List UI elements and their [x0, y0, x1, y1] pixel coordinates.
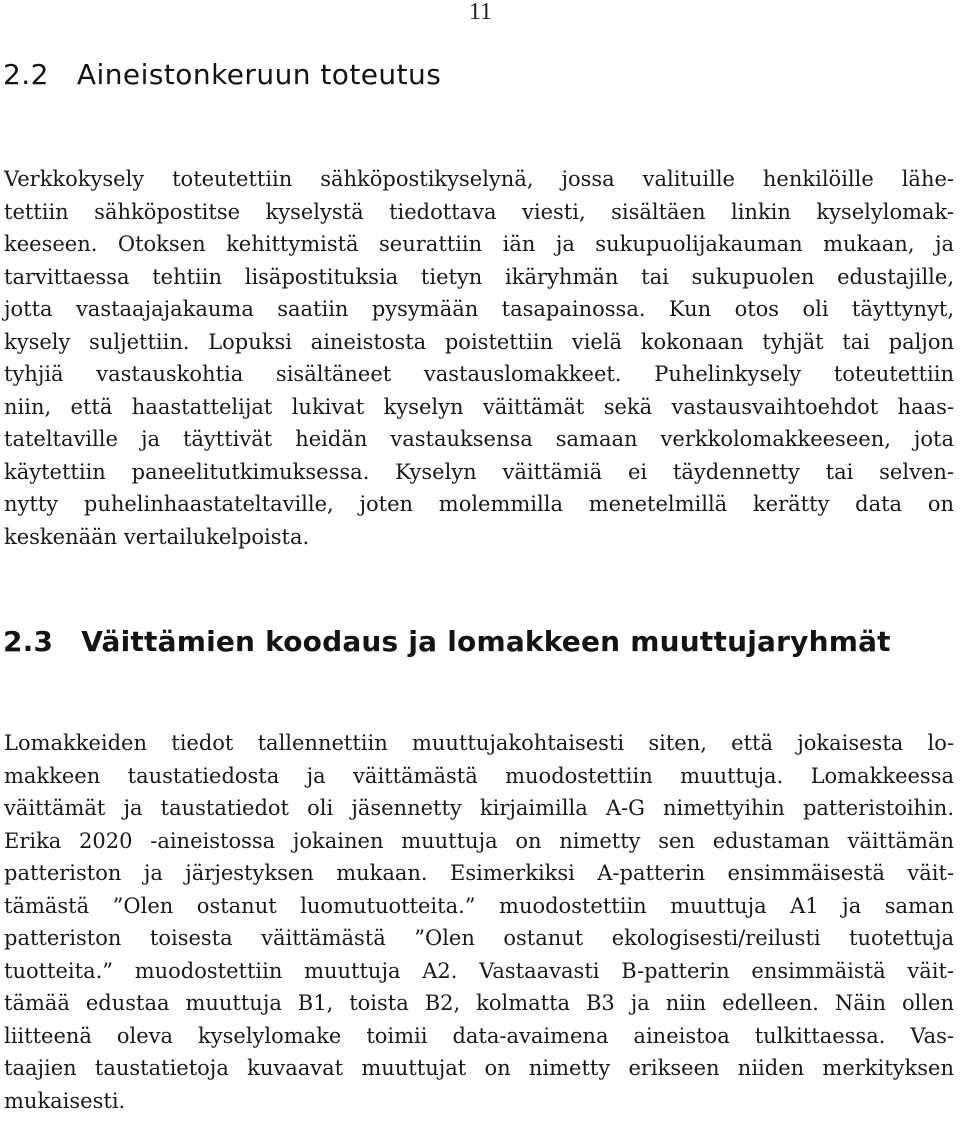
section-heading-2-3 — [3, 625, 891, 659]
section-number: 2.3 — [3, 625, 54, 658]
paragraph-line: tämästä ”Olen ostanut luomutuotteita.” muodostettiin muuttuja A1 ja saman — [4, 893, 954, 918]
paragraph-line: keeseen. Otoksen kehittymistä seurattiin iän ja sukupuolijakauman mukaan, ja — [4, 232, 954, 256]
paragraph-line: taajien taustatietoja kuvaavat muuttujat on nimetty erikseen niiden merkityksen — [4, 1056, 954, 1080]
paragraph-line: käytettiin paneelitutkimuksessa. Kyselyn väittämiä ei täydennetty tai selven- — [4, 459, 954, 484]
paragraph-line: niin, että haastattelijat lukivat kyselyn väittämät sekä vastausvaihtoehdot haas- — [4, 394, 954, 419]
paragraph-line: Erika 2020 -aineistossa jokainen muuttuja on nimetty sen edustaman väittämän — [4, 828, 954, 853]
section-2-3-paragraph — [4, 727, 954, 1117]
paragraph-line: nytty puhelinhaastateltaville, joten molemmilla menetelmillä kerätty data on — [4, 492, 954, 516]
paragraph-line: Verkkokysely toteutettiin sähköpostikyselynä, jossa valituille henkilöille lähe- — [4, 167, 954, 191]
paragraph-line: tyhjiä vastauskohtia sisältäneet vastauslomakkeet. Puhelinkysely toteutettiin — [4, 362, 954, 386]
section-heading-2-2 — [3, 58, 441, 92]
paragraph-line: patteriston toisesta väittämästä ”Olen ostanut ekologisesti/reilusti tuotettuja — [4, 926, 954, 950]
paragraph-line: kysely suljettiin. Lopuksi aineistosta poistettiin vielä kokonaan tyhjät tai paljon — [4, 329, 954, 354]
paragraph-line: tettiin sähköpostitse kyselystä tiedottava viesti, sisältäen linkin kyselylomak- — [4, 199, 954, 224]
paragraph-line: patteriston ja järjestyksen mukaan. Esimerkiksi A-patterin ensimmäisestä väit- — [4, 861, 954, 885]
paragraph-line: makkeen taustatiedosta ja väittämästä muodostettiin muuttuja. Lomakkeessa — [4, 763, 954, 788]
paragraph-line: keskenään vertailukelpoista. — [4, 524, 310, 549]
paragraph-line: tuotteita.” muodostettiin muuttuja A2. Vastaavasti B-patterin ensimmäistä väit- — [4, 958, 954, 983]
paragraph-line: liitteenä oleva kyselylomake toimii data-avaimena aineistoa tulkittaessa. Vas- — [4, 1023, 954, 1048]
section-number: 2.2 — [3, 58, 49, 91]
section-title: Aineistonkeruun toteutus — [76, 58, 442, 91]
section-2-2-paragraph — [4, 163, 954, 553]
paragraph-line: väittämät ja taustatiedot oli jäsennetty kirjaimilla A-G nimettyihin patteristoihin. — [4, 796, 954, 820]
paragraph-line: jotta vastaajajakauma saatiin pysymään tasapainossa. Kun otos oli täyttynyt, — [4, 297, 954, 321]
page-number: 11 — [468, 0, 492, 25]
paragraph-line: tarvittaessa tehtiin lisäpostituksia tietyn ikäryhmän tai sukupuolen edustajille, — [4, 264, 954, 289]
paragraph-line: Lomakkeiden tiedot tallennettiin muuttujakohtaisesti siten, että jokaisesta lo- — [4, 731, 954, 755]
paragraph-line: mukaisesti. — [4, 1088, 126, 1113]
section-title: Väittämien koodaus ja lomakkeen muuttujaryhmät — [81, 625, 891, 658]
paragraph-line: tämää edustaa muuttuja B1, toista B2, kolmatta B3 ja niin edelleen. Näin ollen — [4, 991, 954, 1015]
paragraph-line: tateltaville ja täyttivät heidän vastauksensa samaan verkkolomakkeeseen, jota — [4, 427, 954, 451]
